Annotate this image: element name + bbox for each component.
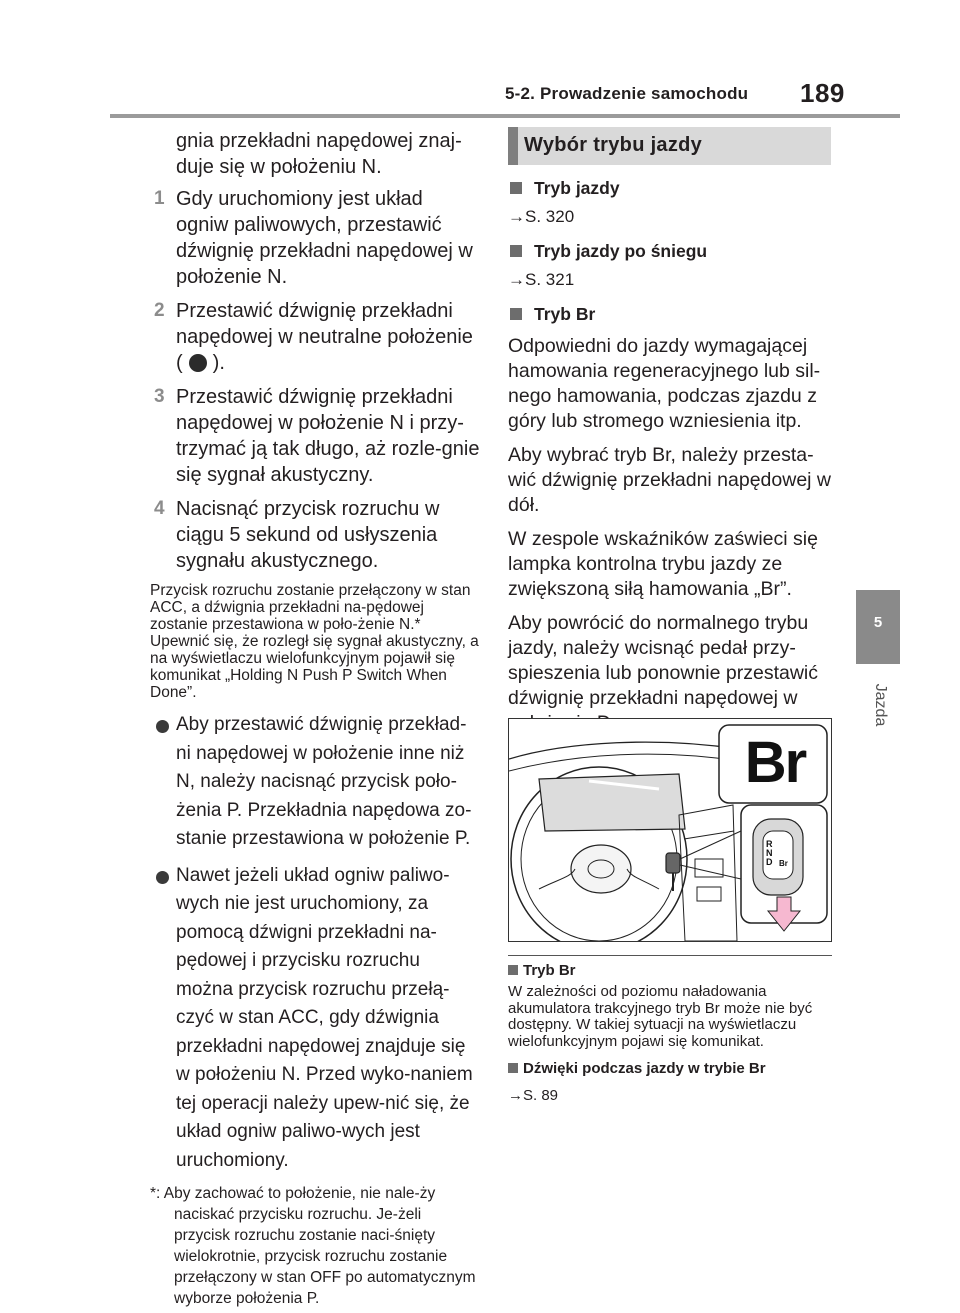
chapter-tab <box>856 590 900 664</box>
bullet-text: Nawet jeżeli układ ogniw paliwo-wych nie jest uruchomiony, za pomocą dźwigni przekładni na-pędowej i przycisku rozruchu można przycisk rozruchu przełą-czyć w stan ACC, gdy dźwignia przekładni napędowej znajduje się w położeniu N. Przed wyko-naniem tej operacji należy upew-nić się, że układ ogniw paliwo-wych jest uruchomiony. <box>176 864 473 1171</box>
square-bullet-icon <box>508 965 518 975</box>
lever-label-n: N <box>766 848 773 858</box>
bullet-item <box>150 711 480 854</box>
chapter-label: Jazda <box>872 683 889 727</box>
square-bullet-icon <box>510 308 522 320</box>
step-text: Gdy uruchomiony jest układ ogniw paliwowych, przestawić dźwignię przekładni napędowej w położenie N. <box>176 188 473 288</box>
bullet-icon <box>156 720 169 733</box>
page-header <box>0 0 960 120</box>
page-reference: →S. 89 <box>508 1087 559 1104</box>
heading-drive-mode: Tryb jazdy <box>508 177 833 199</box>
square-bullet-icon <box>508 1063 518 1073</box>
step-1 <box>150 186 480 290</box>
page-number: 189 <box>800 78 845 108</box>
chapter-number: 5 <box>873 614 883 631</box>
page-reference: →S. 321 <box>508 270 575 289</box>
section-title: 5-2. Prowadzenie samochodu <box>505 84 749 103</box>
title-accent-bar <box>508 127 518 165</box>
step-2 <box>150 298 480 376</box>
bullet-icon <box>156 871 169 884</box>
neutral-position-icon <box>189 354 207 372</box>
step-number: 1 <box>154 188 165 209</box>
dashboard-illustration <box>508 718 832 942</box>
header-rule <box>110 114 900 118</box>
bullet-text: Aby przestawić dźwignię przekład-ni napędowej w położenie inne niż N, należy nacisnąć przycisk poło-żenia P. Przekładnia napędowa zo-stanie przestawiona w położenie P. <box>176 714 472 849</box>
step-text-end: ). <box>212 352 225 374</box>
right-column <box>508 127 833 736</box>
paragraph: Aby powrócić do normalnego trybu jazdy, należy wcisnąć pedał przy-spieszenia lub ponownie przestawić dźwignię przekładni napędowej w <box>508 612 819 709</box>
step-3 <box>150 384 480 488</box>
lever-label-r: R <box>766 839 773 849</box>
left-column <box>150 128 480 1309</box>
step-number: 3 <box>154 386 165 407</box>
step-number: 2 <box>154 300 165 321</box>
intro-text: gnia przekładni napędowej znaj-duje się w położeniu N. <box>176 130 462 178</box>
note-heading: Dźwięki podczas jazdy w trybie Br <box>508 1060 833 1078</box>
step-note: Przycisk rozruchu zostanie przełączony w stan ACC, a dźwignia przekładni na-pędowej zostanie przestawiona w poło-żenie N.* Upewnić się, że rozległ się sygnał akustyczny, a na wyświetlaczu wielofunkcyjnym pojawił się komunikat „Holding N Push P Switch When Done”. <box>150 582 479 701</box>
box-title: Wybór trybu jazdy <box>524 134 703 156</box>
lever-label-d: D <box>766 857 773 867</box>
step-text: Przestawić dźwignię przekładni napędowej w położenie N i przy-trzymać ją tak długo, aż rozle-gnie się sygnał akustyczny. <box>176 386 480 486</box>
footnote: *: Aby zachować to położenie, nie nale-ży naciskać przycisku rozruchu. Je-żeli przycisk rozruchu zostanie naci-śnięty wielokrotnie, przycisk rozruchu zostanie przełączony w stan OFF po automatycznym wyborze położenia P. <box>150 1185 476 1307</box>
chapter-label-wrap <box>870 676 890 736</box>
paragraph: Aby wybrać tryb Br, należy przesta-wić dźwignię przekładni napędowej w dół. <box>508 444 832 516</box>
figure-divider <box>508 955 832 956</box>
note-text: W zależności od poziomu naładowania akumulatora trakcyjnego tryb Br może nie być dostępny. W takiej sytuacji na wyświetlaczu wielofunkcyjnym pojawi się komunikat. <box>508 983 813 1050</box>
lever-label-br: Br <box>779 859 788 868</box>
square-bullet-icon <box>510 182 522 194</box>
bullet-item <box>150 862 480 1176</box>
section-box-title <box>508 127 831 165</box>
br-indicator-text: Br <box>744 730 806 795</box>
note-heading: Tryb Br <box>508 962 833 980</box>
heading-snow-mode: Tryb jazdy po śniegu <box>508 240 833 262</box>
step-number: 4 <box>154 498 165 519</box>
step-text: Nacisnąć przycisk rozruchu w ciągu 5 sekund od usłyszenia sygnału akustycznego. <box>176 498 440 572</box>
square-bullet-icon <box>510 245 522 257</box>
page-reference: →S. 320 <box>508 207 575 226</box>
bottom-notes <box>508 962 833 1106</box>
lever-position-labels <box>766 840 773 867</box>
heading-br-mode: Tryb Br <box>508 303 833 325</box>
paragraph: W zespole wskaźników zaświeci się lampka kontrolna trybu jazdy ze zwiększoną siłą hamowania „Br”. <box>508 528 818 600</box>
step-text: Przestawić dźwignię przekładni napędowej w neutralne położenie ( <box>176 300 473 374</box>
step-4 <box>150 496 480 574</box>
paragraph: Odpowiedni do jazdy wymagającej hamowania regeneracyjnego lub sil-nego hamowania, podczas zjazdu z góry lub stromego wzniesienia itp. <box>508 335 821 432</box>
